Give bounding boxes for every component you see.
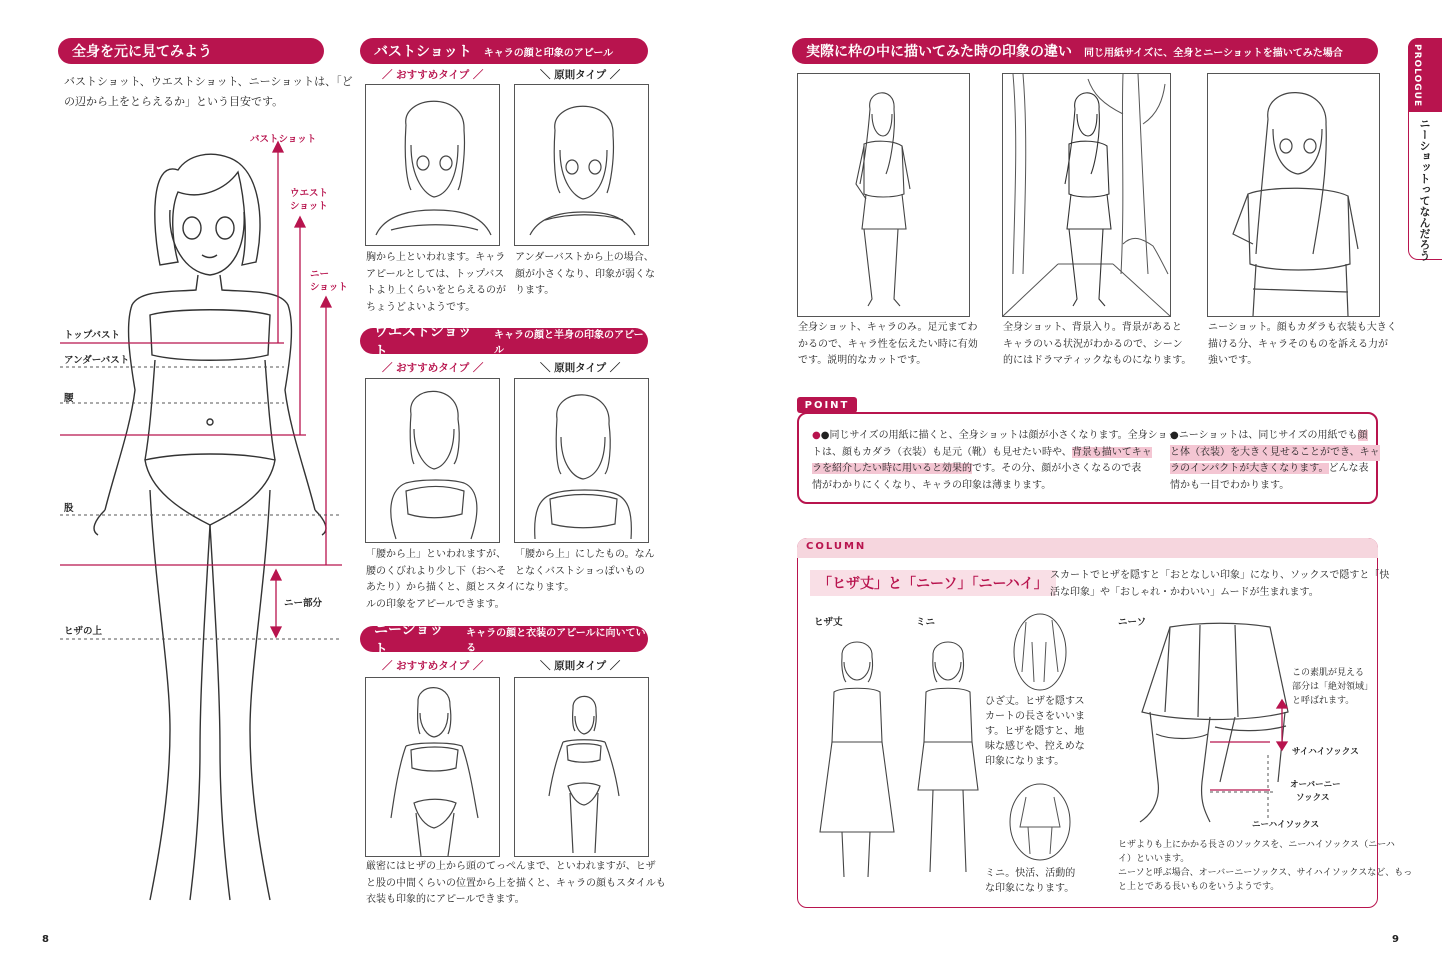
- bust-shot-heading: バストショット キャラの顔と印象のアピール: [360, 38, 648, 64]
- label-waist: 腰: [64, 393, 74, 404]
- caption-full-body: 全身ショット、キャラのみ。足元まてわ かるので、キャラ性を伝えたい時に有効 です。説明的なカットです。: [798, 322, 978, 366]
- knee-rec-label: ／ おすすめタイプ ／: [382, 660, 484, 672]
- waist-basic-label: ＼ 原則タイプ ／: [540, 362, 621, 374]
- bust-rec-label: ／ おすすめタイプ ／: [382, 69, 484, 81]
- bust-basic-label: ＼ 原則タイプ ／: [540, 69, 621, 81]
- waist-rec-frame: [365, 378, 500, 543]
- label-over-knee: オーバーニー ソックス: [1290, 780, 1341, 803]
- knee-basic-label: ＼ 原則タイプ ／: [540, 660, 621, 672]
- mini-girl-illustration: [908, 632, 988, 892]
- waist-rec-text: 「腰から上」といわれますが、 腰のくびれより少し下（おへそ あたり）から描くと、顔とスタイ ルの印象をアピールできます。: [366, 549, 516, 610]
- label-above-knee: ヒザの上: [64, 626, 103, 637]
- intro-text: バストショット、ウエストショット、ニーショットは、「ど の辺から上をとらえるか」という目安です。: [64, 75, 353, 108]
- side-tab-prologue-text: PROLOGUE: [1412, 44, 1422, 108]
- label-mini: ミニ: [916, 617, 936, 628]
- knee-rec-illustration: [366, 678, 499, 856]
- full-body-frame: [797, 73, 970, 317]
- hiza-detail-oval: [1012, 612, 1068, 692]
- knee-basic-frame: [514, 677, 649, 857]
- waist-basic-text: 「腰から上」にしたもの。なん となくバストショっぽいもの になります。: [515, 549, 655, 593]
- column-label: COLUMN: [806, 541, 867, 552]
- comparison-heading: 実際に枠の中に描いてみた時の印象の違い 同じ用紙サイズに、全身とニーショットを描いてみた場合: [792, 38, 1378, 64]
- knee-rec-frame: [365, 677, 500, 857]
- label-under-bust: アンダーバスト: [64, 355, 130, 366]
- point-left-text: ●●同じサイズの用紙に描くと、全身ショットは顔が小さくなります。全身ショッ トは、顔もカダラ（衣装）も足元（靴）も見せたい時や、背景も描いてキャ ラを紹介したい時に用いると効果的です。その分、顔が小さくなるので表 情がわかりにくくなり、キャラの印象は薄まります。: [812, 430, 1178, 491]
- marker-bust-shot: バストショット: [250, 134, 317, 145]
- bust-basic-frame: [514, 84, 649, 246]
- niso-text: ヒザよりも上にかかる長さのソックスを、ニーハイソックス（ニーハ イ）といいます。 ニーソと呼ぶ場合、オーバーニーソックス、サイハイソックスなど、もっ と上とである長いものをいうようです。: [1118, 840, 1413, 892]
- label-crotch: 股: [64, 503, 74, 514]
- point-right-text: ●ニーショットは、同じサイズの用紙でも顔 と体（衣装）を大きく見せることができ、キャ ラのインパクトが大きくなります。どんな表 情かも一目でわかります。: [1170, 430, 1380, 491]
- full-body-bg-frame: [1002, 73, 1171, 317]
- mini-detail-oval: [1008, 782, 1072, 862]
- bust-rec-text: 胸から上といわれます。キャラ アピールとしては、トップバス トより上くらいをとらえるのが ちょうどよいようです。: [366, 252, 506, 313]
- label-thigh-high: サイハイソックス: [1292, 747, 1359, 757]
- marker-waist-shot: ウエスト ショット: [290, 188, 329, 212]
- side-tab-title: ニーショットってなんだろう: [1418, 118, 1431, 261]
- waist-rec-label: ／ おすすめタイプ ／: [382, 362, 484, 374]
- knee-shot-heading: ニーショット キャラの顔と衣装のアピールに向いている: [360, 626, 648, 652]
- label-knee-high: ニーハイソックス: [1252, 820, 1320, 830]
- knee-text: 厳密にはヒザの上から頭のてっぺんまで、といわれますが、ヒザ と股の中間くらいの位置から上を描くと、キャラの顔もスタイルも 衣装も印象的にアピールできます。: [366, 861, 666, 905]
- bust-rec-frame: [365, 84, 500, 246]
- mini-text: ミニ。快活、活動的 な印象になります。: [985, 868, 1076, 894]
- column-header-bar: [797, 538, 1378, 558]
- full-body-char-illustration: [798, 74, 969, 316]
- label-niso: ニーソ: [1118, 617, 1147, 628]
- bust-rec-illustration: [366, 85, 499, 245]
- knee-shot-frame: [1207, 73, 1380, 317]
- full-body-bg-illustration: [1003, 74, 1170, 316]
- waist-basic-frame: [514, 378, 649, 543]
- bust-basic-illustration: [515, 85, 648, 245]
- label-hiza: ヒザ丈: [814, 617, 843, 628]
- niso-arrows: [1200, 700, 1300, 830]
- marker-knee-shot: ニー ショット: [310, 269, 348, 293]
- hiza-girl-illustration: [812, 632, 902, 892]
- knee-shot-char-illustration: [1208, 74, 1379, 316]
- waist-basic-illustration: [515, 379, 648, 542]
- label-knee-part: ニー部分: [284, 598, 323, 609]
- waist-shot-heading: ウエストショット キャラの顔と半身の印象のアピール: [360, 328, 648, 354]
- column-title: 「ヒザ丈」と「ニーソ」「ニーハイ」: [810, 570, 1056, 596]
- zettai-text: この素肌が見える 部分は「絶対領域」 と呼ばれます。: [1292, 668, 1374, 706]
- knee-basic-illustration: [515, 678, 648, 856]
- caption-knee-shot: ニーショット。顔もカダラも衣装も大きく 描ける分、キャラそのものを訴える力が 強いです。: [1208, 322, 1397, 366]
- bust-basic-text: アンダーバストから上の場合、 顔が小さくなり、印象が弱くな ります。: [515, 252, 655, 296]
- point-label: POINT: [797, 397, 857, 413]
- waist-rec-illustration: [366, 379, 499, 542]
- page-number-left: 8: [42, 934, 49, 945]
- main-heading: 全身を元に見てみよう: [58, 38, 324, 64]
- column-intro: スカートでヒザを隠すと「おとなしい印象」になり、ソックスで隠すと「快 活な印象」や「おしゃれ・かわいい」ムードが生まれます。: [1050, 570, 1390, 598]
- page-number-right: 9: [1392, 934, 1399, 945]
- caption-full-body-bg: 全身ショット、背景入り。背景があると キャラのいる状況がわかるので、シーン 的にはドラマティックなものになります。: [1003, 322, 1192, 366]
- label-top-bust: トップバスト: [64, 330, 120, 341]
- hiza-text: ひざ丈。ヒザを隠すス カートの長さをいいま す。ヒザを隠すと、地 味な感じや、控えめな 印象になります。: [985, 696, 1085, 767]
